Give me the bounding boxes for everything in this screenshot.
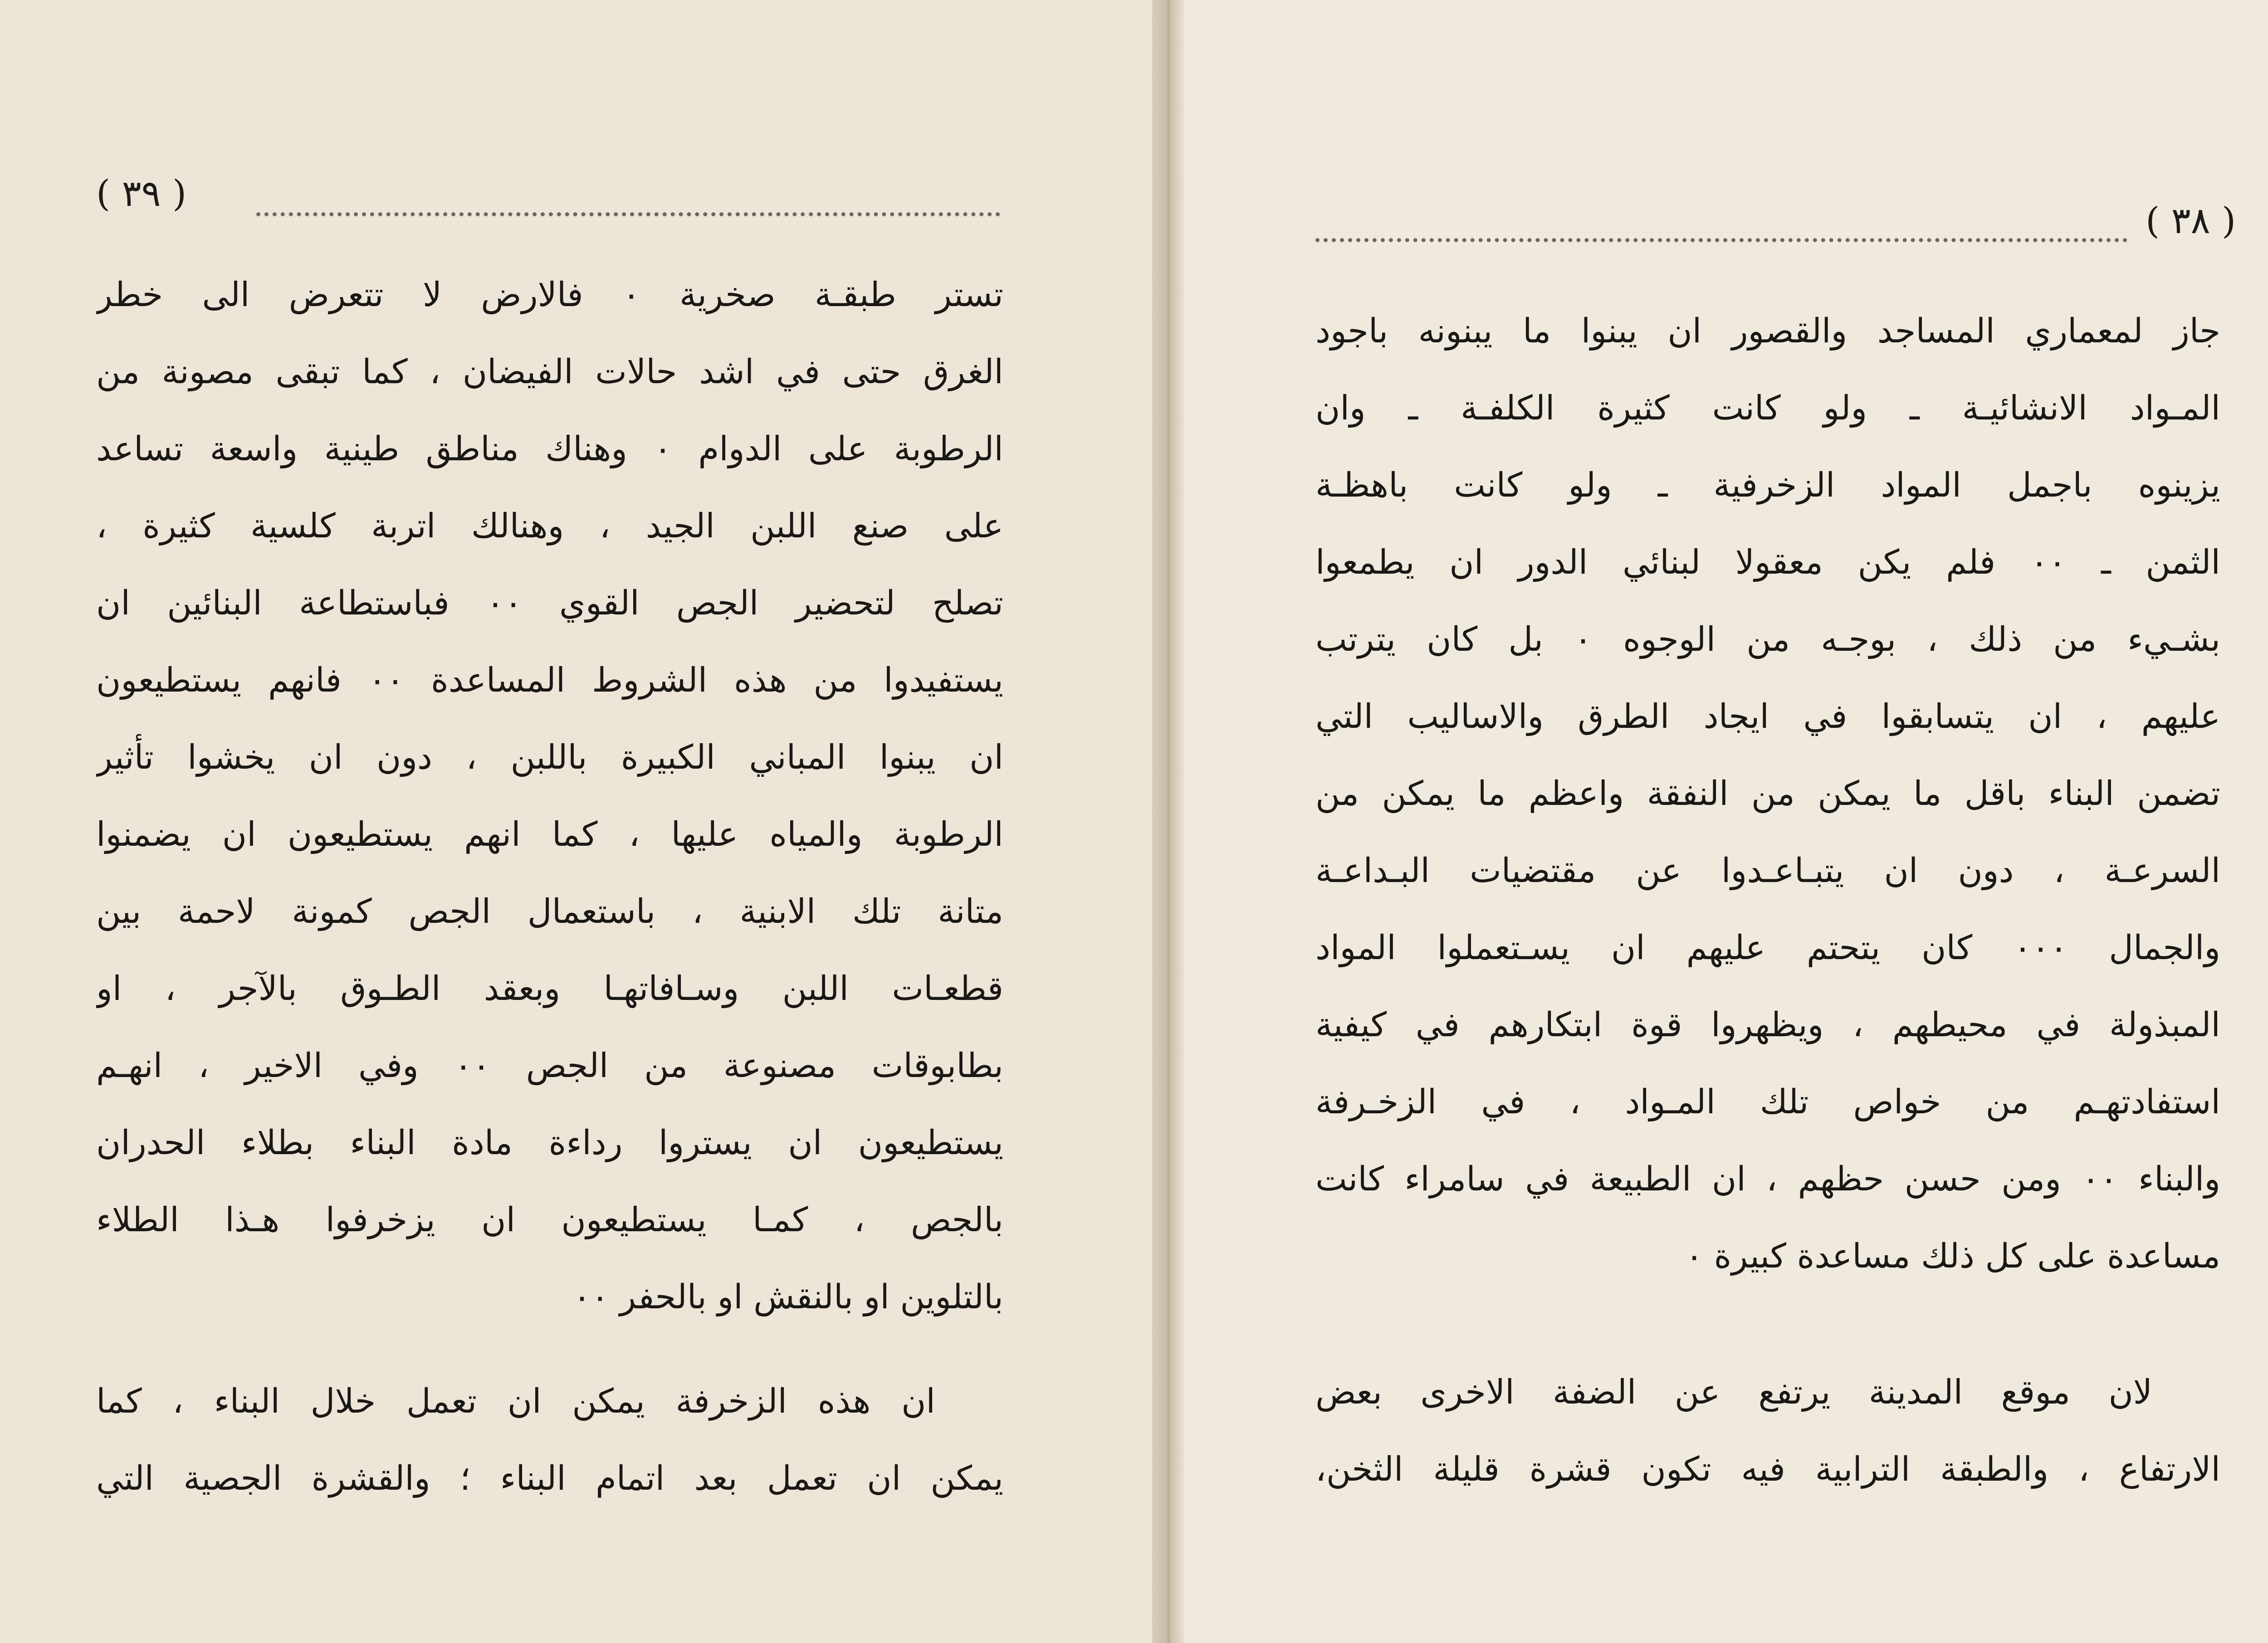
paragraph — [96, 256, 1003, 1336]
text-line: تستر طبقـة صخرية ٠ فالارض لا تتعرض الى خطر — [96, 275, 1003, 314]
body-text — [96, 256, 1003, 1517]
text-line: بطابوقات مصنوعة من الجص ٠٠ وفي الاخير ، انهـم — [96, 1046, 1003, 1085]
text-line: يزينوه باجمل المواد الزخرفية ـ ولو كانت باهظـة — [1315, 466, 2220, 505]
text-line: جاز لمعماري المساجد والقصور ان يبنوا ما يبنونه باجود — [1315, 312, 2220, 351]
text-line: الثمن ـ ٠٠ فلم يكن معقولا لبنائي الدور ان يطمعوا — [1315, 543, 2220, 582]
paragraph — [1315, 1354, 2220, 1508]
text-line: لان موقع المدينة يرتفع عن الضفة الاخرى بعض — [1315, 1373, 2152, 1412]
text-line: بالجص ، كمـا يستطيعون ان يزخرفوا هـذا الطلاء — [96, 1200, 1003, 1239]
text-line: والبناء ٠٠ ومن حسن حظهم ، ان الطبيعة في سامراء كانت — [1315, 1160, 2220, 1199]
body-text — [1315, 293, 2220, 1508]
text-line: تصلح لتحضير الجص القوي ٠٠ فباستطاعة البنائين ان — [96, 584, 1003, 623]
text-line: يمكن ان تعمل بعد اتمام البناء ؛ والقشرة الجصية التي — [96, 1459, 1003, 1498]
text-line: تضمن البناء باقل ما يمكن من النفقة واعظم ما يمكن من — [1315, 774, 2220, 813]
text-line: السرعـة ، دون ان يتبـاعـدوا عن مقتضيات البـداعـة — [1315, 851, 2220, 890]
text-line: الرطوبة والمياه عليها ، كما انهم يستطيعون ان يضمنوا — [96, 815, 1003, 854]
text-line: المبذولة في محيطهم ، ويظهروا قوة ابتكارهم في كيفية — [1315, 1005, 2220, 1044]
text-line: الغرق حتى في اشد حالات الفيضان ، كما تبقى مصونة من — [96, 352, 1003, 391]
text-line: ان هذه الزخرفة يمكن ان تعمل خلال البناء ، كما — [96, 1382, 935, 1421]
book-gutter — [1152, 0, 1184, 1643]
text-line: على صنع اللبن الجيد ، وهنالك اتربة كلسية كثيرة ، — [96, 507, 1003, 546]
page-number: ( ٣٩ ) — [96, 172, 187, 215]
header-rule — [1315, 238, 2127, 242]
text-line: الارتفاع ، والطبقة الترابية فيه تكون قشرة قليلة الثخن، — [1315, 1450, 2220, 1489]
text-line: متانة تلك الابنية ، باستعمال الجص كمونة لاحمة بين — [96, 892, 1003, 931]
text-line: قطعـات اللبن وسـافاتهـا وبعقد الطـوق بالآجر ، او — [96, 969, 1003, 1008]
header-rule — [256, 212, 1000, 216]
page-number: ( ٣٨ ) — [2146, 200, 2236, 242]
text-line: مساعدة على كل ذلك مساعدة كبيرة ٠ — [1685, 1237, 2220, 1276]
paragraph — [1315, 293, 2220, 1295]
text-line: المـواد الانشائيـة ـ ولو كانت كثيرة الكلفـة ـ وان — [1315, 389, 2220, 428]
text-line: ان يبنوا المباني الكبيرة باللبن ، دون ان يخشوا تأثير — [96, 738, 1003, 777]
text-line: بشـيء من ذلك ، بوجـه من الوجوه ٠ بل كان يترتب — [1315, 620, 2220, 659]
text-line: الرطوبة على الدوام ٠ وهناك مناطق طينية واسعة تساعد — [96, 429, 1003, 468]
text-line: بالتلوين او بالنقش او بالحفر ٠٠ — [573, 1277, 1003, 1316]
text-line: والجمال ٠٠٠ كان يتحتم عليهم ان يسـتعملوا المواد — [1315, 928, 2220, 967]
text-line: يستفيدوا من هذه الشروط المساعدة ٠٠ فانهم يستطيعون — [96, 661, 1003, 700]
text-line: عليهم ، ان يتسابقوا في ايجاد الطرق والاساليب التي — [1315, 697, 2220, 736]
paragraph — [96, 1363, 1003, 1517]
text-line: يستطيعون ان يستروا رداءة مادة البناء بطلاء الحدران — [96, 1123, 1003, 1162]
text-line: استفادتهـم من خواص تلك المـواد ، في الزخـرفة — [1315, 1082, 2220, 1121]
right-page — [1184, 0, 2268, 1643]
